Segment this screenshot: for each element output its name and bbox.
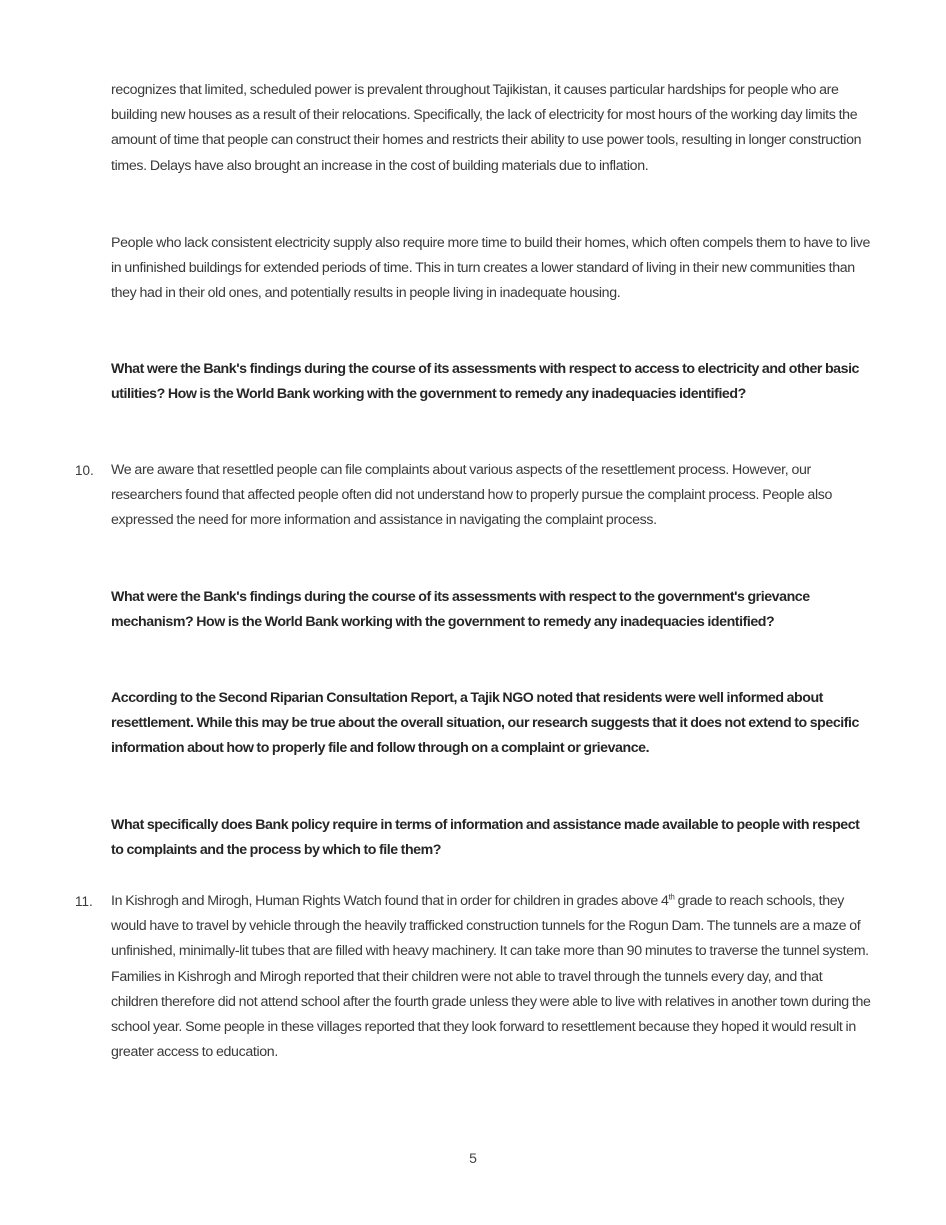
numbered-item-11 [75,889,871,1065]
paragraph-power-hardships: recognizes that limited, scheduled power is prevalent throughout Tajikistan, it causes particular hardships for people who are building new houses as a result of their relocations. Specifically, the lack of electricity for most hours of the working day limits the amount of time that people can construct their homes and restricts their ability to use power tools, resulting in longer construction times. Delays have also brought an increase in the cost of building materials due to inflation. [111,82,862,174]
item-text: We are aware that resettled people can file complaints about various aspects of the resettlement process. However, our researchers found that affected people often did not understand how to properly pursue the complaint process. People also expressed the need for more information and assistance in navigating the complaint process. [111,462,833,529]
question-bank-policy: What specifically does Bank policy require in terms of information and assistance made available to people with respect to complaints and the process by which to file them? [111,817,860,859]
item-text-part1: In Kishrogh and Mirogh, Human Rights Watch found that in order for children in grades above 4 [111,893,669,909]
item-text-part2: grade to reach schools, they would have to travel by vehicle through the heavily trafficked construction tunnels for the Rogun Dam. The tunnels are a maze of unfinished, minimally-lit tubes that are filled with heavy machinery. It can take more than 90 minutes to traverse the tunnel system. Families in Kishrogh and Mirogh reported that their children were not able to travel through the tunnels every day, and that children therefore did not attend school after the fourth grade unless they were able to live with relatives in another town during the school year. Some people in these villages reported that they look forward to resettlement because they hoped it would result in greater access to education. [111,893,871,1061]
item-number: 11. [75,894,93,909]
question-grievance: What were the Bank's findings during the course of its assessments with respect to the government's grievance mechanism? How is the World Bank working with the government to remedy any inadequacies identified? [111,589,810,631]
question-electricity: What were the Bank's findings during the course of its assessments with respect to access to electricity and other basic utilities? How is the World Bank working with the government to remedy any inadequacies identified? [111,361,860,403]
ordinal-superscript: th [668,892,675,902]
page-number: 5 [469,1150,477,1166]
numbered-item-10 [75,458,871,534]
item-number: 10. [75,463,94,478]
paragraph-riparian-report: According to the Second Riparian Consultation Report, a Tajik NGO noted that residents were well informed about resettlement. While this may be true about the overall situation, our research suggests that it does not extend to specific information about how to properly file and follow through on a complaint or grievance. [111,690,859,757]
paragraph-unfinished-buildings: People who lack consistent electricity supply also require more time to build their homes, which often compels them to have to live in unfinished buildings for extended periods of time. This in turn creates a lower standard of living in their new communities than they had in their old ones, and potentially results in people living in inadequate housing. [111,235,871,302]
